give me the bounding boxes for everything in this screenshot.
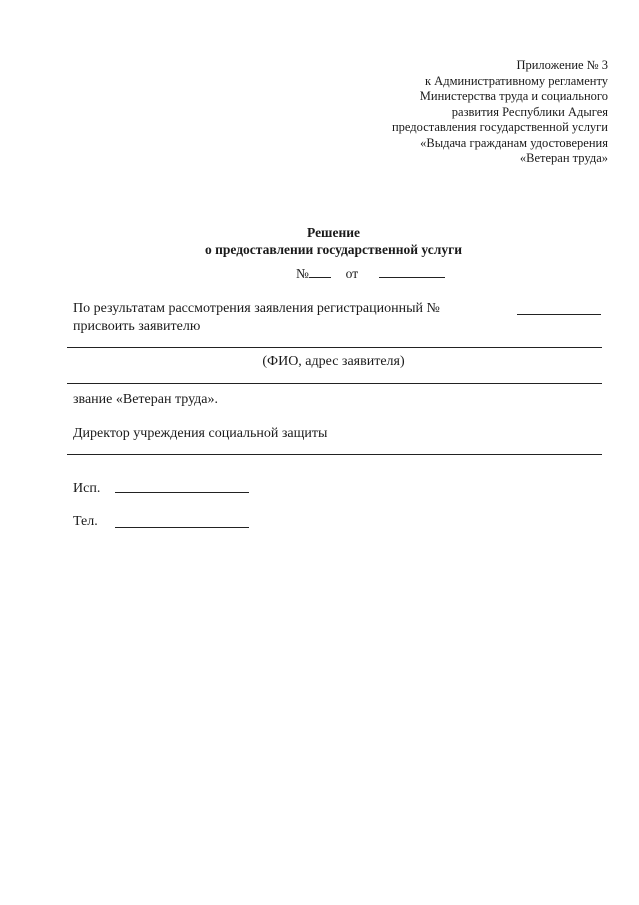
director-signature-line[interactable] [67, 454, 602, 455]
executor-blank[interactable] [115, 492, 249, 493]
fio-caption: (ФИО, адрес заявителя) [262, 354, 405, 369]
appendix-line: «Выдача гражданам удостоверения [420, 135, 608, 150]
phone-label: Тел. [73, 514, 98, 529]
appendix-line: Приложение № 3 [516, 58, 608, 72]
assign-text: присвоить заявителю [73, 319, 201, 334]
from-label: от [345, 266, 359, 281]
phone-blank[interactable] [115, 527, 249, 528]
appendix-line: развития Республики Адыгея [451, 104, 608, 119]
appendix-line: Министерства труда и социального [419, 89, 608, 103]
number-blank[interactable] [309, 265, 331, 278]
date-blank[interactable] [379, 265, 445, 278]
title-text: звание «Ветеран труда». [73, 392, 219, 407]
number-sign: № [296, 266, 309, 281]
appendix-header [392, 58, 608, 167]
director-text: Директор учреждения социальной защиты [73, 426, 328, 441]
registration-number-blank[interactable] [517, 314, 601, 315]
review-text: По результатам рассмотрения заявления регистрационный № [73, 301, 440, 316]
document-subtitle: о предоставлении государственной услуги [204, 242, 462, 257]
executor-label: Исп. [73, 481, 101, 496]
applicant-line[interactable] [67, 347, 602, 348]
appendix-line: к Административному регламенту [424, 73, 608, 88]
appendix-line: предоставления государственной услуги [391, 120, 608, 134]
number-date-line [296, 265, 445, 282]
applicant-line-2[interactable] [67, 383, 602, 384]
appendix-line: «Ветеран труда» [519, 151, 608, 165]
document-title: Решение [307, 225, 360, 240]
